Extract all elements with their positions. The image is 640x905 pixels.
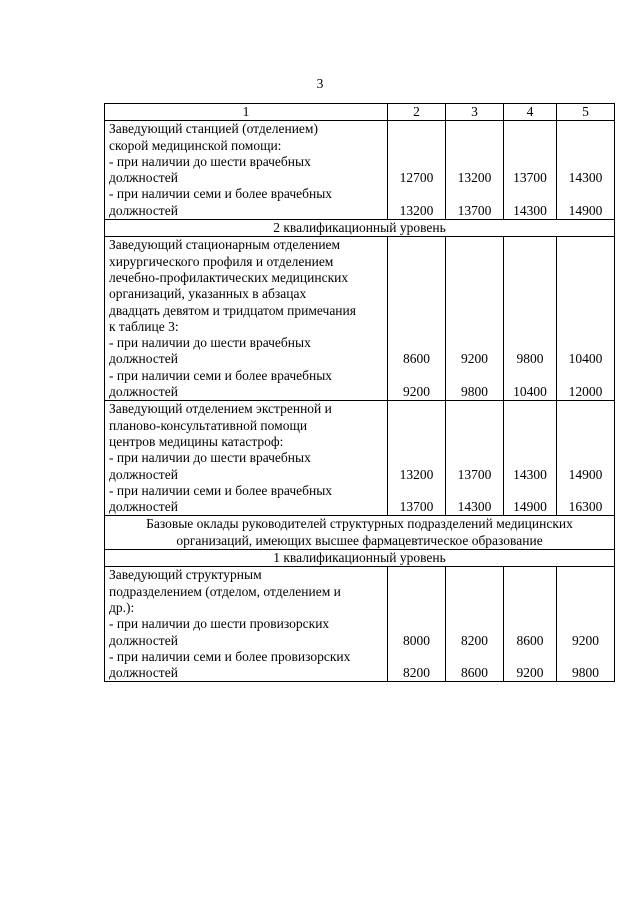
salary-table [104, 103, 615, 682]
position-text: скорой медицинской помощи: [109, 137, 282, 153]
salary-value: 13700 [513, 170, 547, 186]
position-cell [105, 401, 388, 516]
section-row [105, 516, 615, 550]
salary-value: 9800 [572, 665, 599, 681]
salary-value: 8200 [403, 665, 430, 681]
position-text: должностей [109, 202, 178, 218]
position-text: должностей [109, 384, 178, 400]
position-text: - при наличии семи и более врачебных [109, 367, 333, 383]
position-text: лечебно-профилактических медицинских [109, 269, 349, 285]
salary-cell [388, 567, 446, 682]
position-text: должностей [109, 499, 178, 515]
section-row [105, 550, 615, 567]
table-row [105, 401, 615, 516]
position-text: организаций, указанных в абзацах [109, 286, 307, 302]
table-header-row [105, 104, 615, 121]
column-header: 2 [388, 104, 446, 121]
salary-value: 9800 [516, 351, 544, 367]
salary-cell [446, 567, 504, 682]
salary-value: 14300 [513, 466, 547, 482]
position-cell [105, 121, 388, 220]
section-heading: 1 квалификационный уровень [105, 550, 615, 567]
section-row [105, 220, 615, 237]
salary-value: 9200 [461, 351, 488, 367]
position-text: - при наличии до шести врачебных [109, 153, 311, 169]
salary-cell [557, 401, 615, 516]
salary-cell [504, 237, 557, 401]
salary-value: 12000 [568, 384, 603, 400]
column-header: 1 [105, 104, 388, 121]
section-heading-text: организаций, имеющих высшее фармацевтическое образование [176, 532, 543, 548]
position-text: должностей [109, 170, 178, 186]
position-text: к таблице 3: [109, 318, 179, 334]
salary-value: 10400 [568, 351, 603, 367]
salary-cell [446, 121, 504, 220]
position-text: должностей [109, 665, 178, 681]
position-text: двадцать девятом и тридцатом примечания [109, 302, 356, 318]
position-cell [105, 567, 388, 682]
salary-cell [557, 237, 615, 401]
salary-value: 13700 [399, 499, 434, 515]
table-row [105, 121, 615, 220]
salary-value: 8600 [516, 632, 544, 648]
position-text: должностей [109, 351, 178, 367]
salary-cell [446, 401, 504, 516]
salary-cell [557, 121, 615, 220]
position-text: - при наличии до шести врачебных [109, 335, 311, 351]
salary-value: 8600 [461, 665, 488, 681]
salary-value: 9200 [572, 632, 599, 648]
position-text: планово-консультативной помощи [109, 417, 308, 433]
section-heading [105, 516, 615, 550]
salary-value: 8200 [461, 632, 488, 648]
salary-value: 12700 [399, 170, 434, 186]
salary-cell [557, 567, 615, 682]
salary-value: 13200 [399, 466, 434, 482]
position-text: хирургического профиля и отделением [109, 253, 334, 269]
position-text: - при наличии до шести врачебных [109, 450, 311, 466]
salary-cell [388, 401, 446, 516]
salary-value: 13200 [457, 170, 492, 186]
position-text: должностей [109, 466, 178, 482]
position-text: др.): [109, 599, 135, 615]
section-heading: 2 квалификационный уровень [105, 220, 615, 237]
salary-cell [388, 121, 446, 220]
column-header: 5 [557, 104, 615, 121]
salary-value: 13700 [457, 202, 492, 218]
position-text: - при наличии семи и более врачебных [109, 482, 333, 498]
salary-value: 14900 [568, 466, 603, 482]
salary-value: 9800 [461, 384, 488, 400]
position-text: Заведующий стационарным отделением [109, 237, 341, 253]
salary-cell [388, 237, 446, 401]
position-text: Заведующий отделением экстренной и [109, 401, 332, 417]
salary-value: 14300 [568, 170, 603, 186]
column-header: 4 [504, 104, 557, 121]
position-cell [105, 237, 388, 401]
position-text: - при наличии семи и более провизорских [109, 648, 351, 664]
salary-value: 14900 [513, 499, 547, 515]
salary-value: 9200 [403, 384, 430, 400]
salary-value: 14900 [568, 202, 603, 218]
salary-cell [504, 401, 557, 516]
position-text: Заведующий станцией (отделением) [109, 121, 318, 137]
salary-value: 13200 [399, 202, 434, 218]
salary-value: 14300 [513, 202, 547, 218]
table-row [105, 567, 615, 682]
salary-value: 14300 [457, 499, 492, 515]
page-number: 3 [316, 76, 324, 91]
salary-value: 13700 [457, 466, 492, 482]
table-row [105, 237, 615, 401]
salary-value: 8600 [403, 351, 430, 367]
salary-value: 8000 [403, 632, 430, 648]
salary-cell [446, 237, 504, 401]
salary-value: 10400 [513, 384, 547, 400]
position-text: подразделением (отделом, отделением и [109, 583, 341, 599]
position-text: Заведующий структурным [109, 567, 262, 583]
salary-value: 9200 [516, 665, 544, 681]
salary-cell [504, 567, 557, 682]
position-text: центров медицины катастроф: [109, 433, 284, 449]
section-heading-text: Базовые оклады руководителей структурных подразделений медицинских [146, 516, 573, 532]
salary-cell [504, 121, 557, 220]
position-text: - при наличии семи и более врачебных [109, 186, 333, 202]
position-text: - при наличии до шести провизорских [109, 616, 330, 632]
position-text: должностей [109, 632, 178, 648]
column-header: 3 [446, 104, 504, 121]
salary-value: 16300 [568, 499, 603, 515]
